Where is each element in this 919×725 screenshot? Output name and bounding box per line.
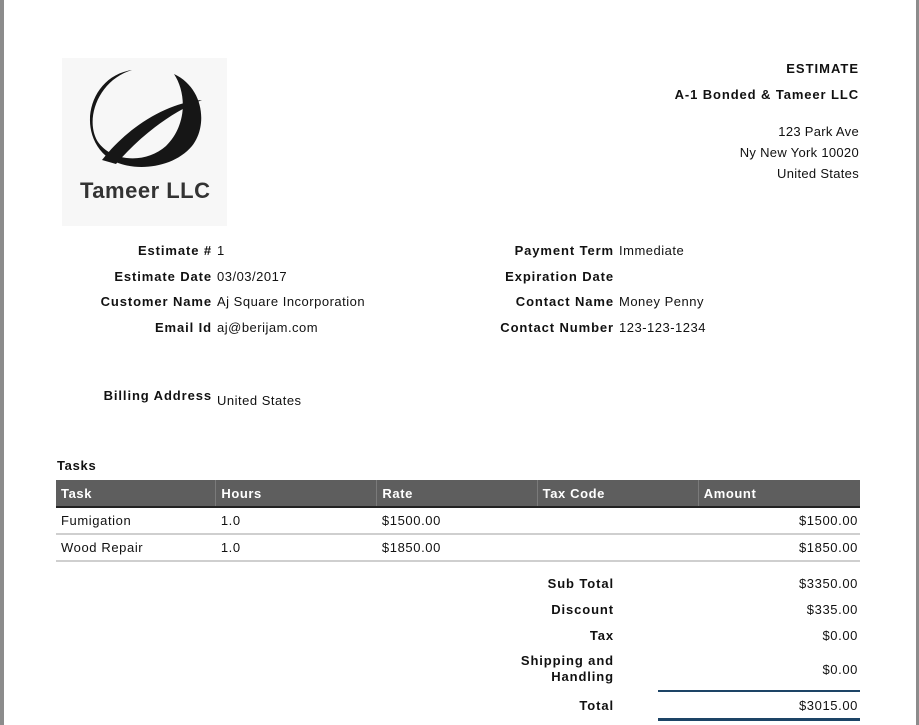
total-rule-bottom bbox=[658, 718, 860, 721]
cell-tax-code bbox=[537, 507, 698, 534]
discount-value: $335.00 bbox=[806, 602, 858, 617]
billing-address-label: Billing Address bbox=[103, 388, 212, 403]
estimate-number-label: Estimate # bbox=[137, 243, 212, 258]
total-rule-top bbox=[658, 690, 860, 692]
customer-name-value: Aj Square Incorporation bbox=[217, 294, 366, 309]
contact-number-label: Contact Number bbox=[500, 320, 614, 335]
contact-name-value: Money Penny bbox=[619, 294, 704, 309]
cell-amount: $1850.00 bbox=[698, 534, 860, 561]
email-value: aj@berijam.com bbox=[217, 320, 319, 335]
expiration-date-label: Expiration Date bbox=[505, 269, 614, 284]
customer-name-label: Customer Name bbox=[100, 294, 212, 309]
cell-amount: $1500.00 bbox=[698, 507, 860, 534]
total-value: $3015.00 bbox=[798, 698, 858, 713]
shipping-value: $0.00 bbox=[822, 662, 858, 677]
estimate-number-value: 1 bbox=[217, 243, 225, 258]
total-label: Total bbox=[579, 698, 614, 713]
payment-term-value: Immediate bbox=[619, 243, 685, 258]
payment-term-label: Payment Term bbox=[514, 243, 614, 258]
cell-rate: $1850.00 bbox=[377, 534, 537, 561]
cell-hours: 1.0 bbox=[216, 507, 377, 534]
cell-hours: 1.0 bbox=[216, 534, 377, 561]
estimate-date-value: 03/03/2017 bbox=[217, 269, 288, 284]
cell-rate: $1500.00 bbox=[377, 507, 537, 534]
window-border-left bbox=[0, 0, 4, 725]
tasks-section-title: Tasks bbox=[57, 458, 97, 473]
tax-label: Tax bbox=[589, 628, 614, 643]
company-logo bbox=[62, 58, 227, 226]
address-line-1: 123 Park Ave bbox=[778, 124, 859, 139]
cell-tax-code bbox=[537, 534, 698, 561]
address-line-3: United States bbox=[777, 166, 859, 181]
discount-label: Discount bbox=[551, 602, 614, 617]
table-row bbox=[56, 507, 860, 534]
contact-name-label: Contact Name bbox=[515, 294, 614, 309]
email-label: Email Id bbox=[154, 320, 212, 335]
sub-total-label: Sub Total bbox=[547, 576, 614, 591]
sub-total-value: $3350.00 bbox=[798, 576, 858, 591]
column-header-amount: Amount bbox=[698, 480, 860, 507]
table-row bbox=[56, 534, 860, 561]
column-header-task: Task bbox=[56, 480, 216, 507]
document-title: ESTIMATE bbox=[786, 61, 859, 76]
column-header-rate: Rate bbox=[377, 480, 537, 507]
company-address bbox=[740, 121, 859, 184]
address-line-2: Ny New York 10020 bbox=[739, 145, 859, 160]
column-header-tax-code: Tax Code bbox=[537, 480, 698, 507]
cell-task: Fumigation bbox=[56, 507, 216, 534]
cell-task: Wood Repair bbox=[56, 534, 216, 561]
shipping-label: Shipping and Handling bbox=[520, 653, 614, 684]
company-name: A-1 Bonded & Tameer LLC bbox=[674, 87, 859, 102]
tasks-table bbox=[56, 480, 860, 562]
tasks-header-row bbox=[56, 480, 860, 507]
column-header-hours: Hours bbox=[216, 480, 377, 507]
billing-address-value: United States bbox=[217, 393, 302, 408]
logo-text: Tameer LLC bbox=[80, 178, 211, 203]
tax-value: $0.00 bbox=[822, 628, 858, 643]
estimate-date-label: Estimate Date bbox=[114, 269, 212, 284]
contact-number-value: 123-123-1234 bbox=[619, 320, 706, 335]
